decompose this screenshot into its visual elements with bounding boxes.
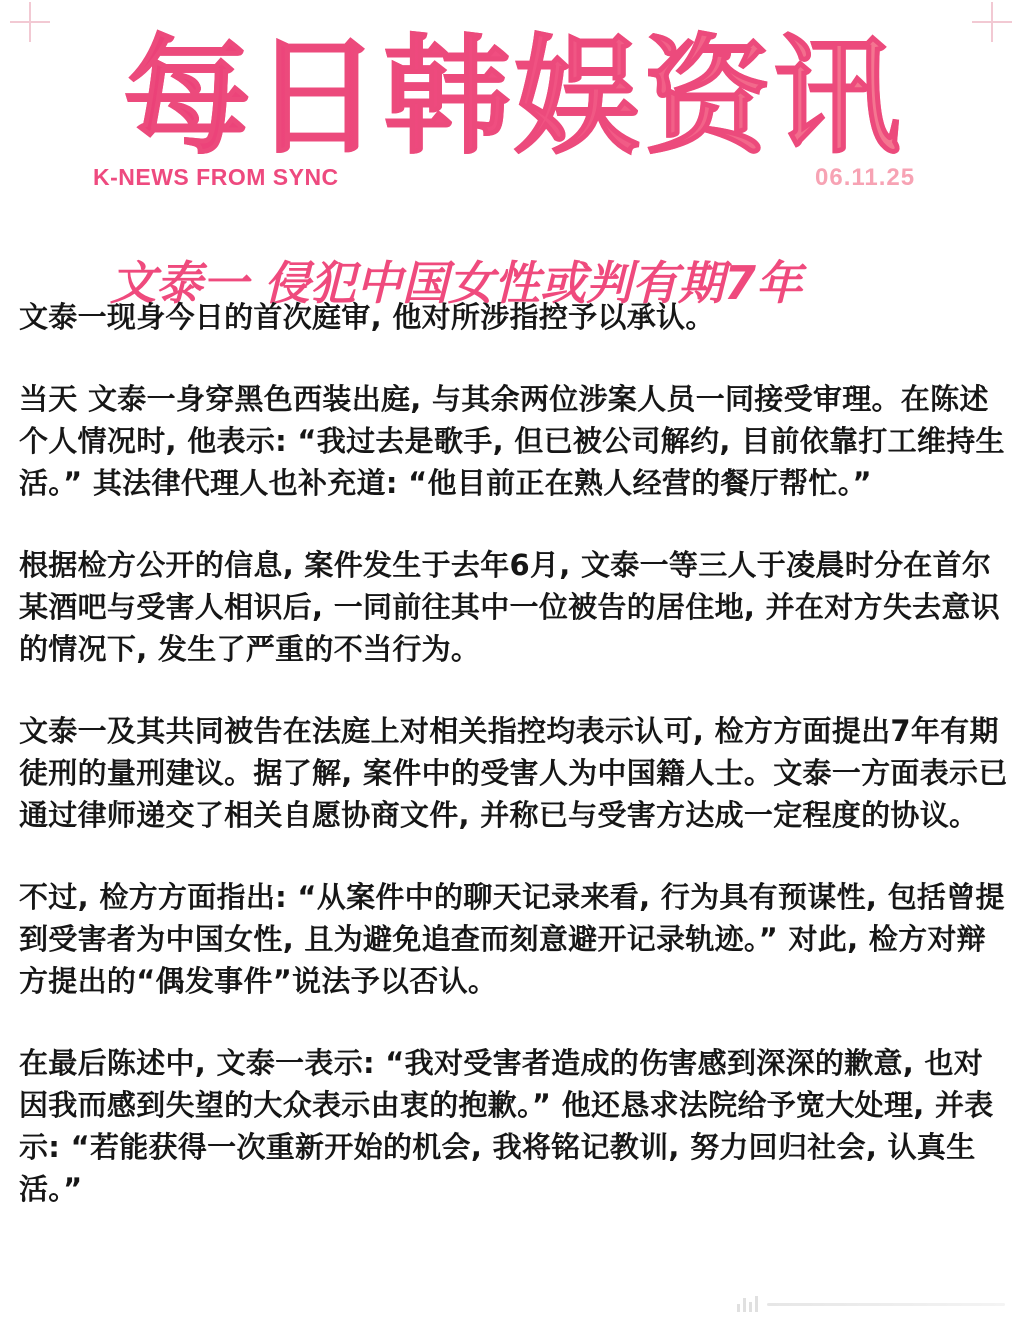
article-paragraph: 根据检方公开的信息, 案件发生于去年6月, 文泰一等三人于凌晨时分在首尔某酒吧与受害人相识后, 一同前往其中一位被告的居住地, 并在对方失去意识的情况下, 发生了严重的不当行为。 bbox=[19, 548, 1001, 666]
masthead-date: 06.11.25 bbox=[815, 164, 916, 191]
masthead-title: 每日韩娱资讯 bbox=[78, 28, 948, 168]
article-paragraph: 当天 文泰一身穿黑色西装出庭, 与其余两位涉案人员一同接受审理。在陈述个人情况时, 他表示: “我过去是歌手, 但已被公司解约, 目前依靠打工维持生活。” 其法律代理人也补充道: “他目前正在熟人经营的餐厅帮忙。” bbox=[19, 382, 1005, 500]
watermark-bars-icon bbox=[735, 1294, 761, 1314]
masthead-title-wrap bbox=[78, 23, 948, 172]
article-paragraph: 不过, 检方方面指出: “从案件中的聊天记录来看, 行为具有预谋性, 包括曾提到受害者为中国女性, 且为避免追查而刻意避开记录轨迹。” 对此, 检方对辩方提出的“偶发事件”说法予以否认。 bbox=[19, 880, 1005, 998]
plus-icon bbox=[972, 2, 1012, 42]
article-headline: 文泰一 侵犯中国女性或判有期7年 bbox=[110, 255, 803, 310]
article-paragraph: 文泰一现身今日的首次庭审, 他对所涉指控予以承认。 bbox=[19, 300, 715, 334]
watermark-line bbox=[767, 1303, 1005, 1306]
watermark-mark bbox=[735, 1294, 1005, 1314]
article-paragraph: 文泰一及其共同被告在法庭上对相关指控均表示认可, 检方方面提出7年有期徒刑的量刑建议。据了解, 案件中的受害人为中国籍人士。文泰一方面表示已通过律师递交了相关自愿协商文件, 并称已与受害方达成一定程度的协议。 bbox=[19, 714, 1008, 832]
plus-icon bbox=[10, 2, 50, 42]
masthead-subtitle: K-NEWS FROM SYNC bbox=[93, 164, 339, 190]
article-body bbox=[19, 296, 1009, 1250]
article-paragraph: 在最后陈述中, 文泰一表示: “我对受害者造成的伤害感到深深的歉意, 也对因我而感到失望的大众表示由衷的抱歉。” 他还恳求法院给予宽大处理, 并表示: “若能获得一次重新开始的机会, 我将铭记教训, 努力回归社会, 认真生活。” bbox=[19, 1046, 994, 1206]
